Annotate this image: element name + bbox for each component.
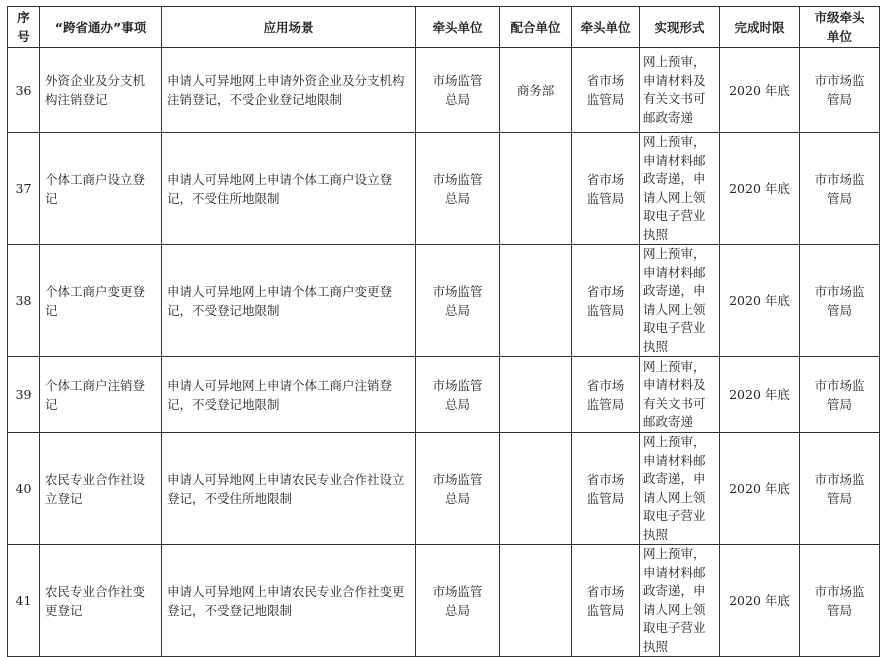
header-lead-unit: 牵头单位 (416, 7, 500, 48)
cell-deadline: 2020 年底 (720, 133, 800, 245)
cell-coop-unit (500, 433, 572, 545)
table-row (8, 433, 880, 545)
cell-seq: 38 (8, 245, 40, 357)
cell-deadline: 2020 年底 (720, 245, 800, 357)
cell-prov-lead-unit: 省市场监管局 (572, 245, 640, 357)
table-row (8, 133, 880, 245)
cell-prov-lead-unit: 省市场监管局 (572, 357, 640, 433)
cell-coop-unit (500, 245, 572, 357)
cell-city-lead-unit: 市市场监管局 (800, 433, 880, 545)
header-deadline: 完成时限 (720, 7, 800, 48)
cell-prov-lead-unit: 省市场监管局 (572, 433, 640, 545)
cell-scenario: 申请人可异地网上申请外资企业及分支机构注销登记，不受企业登记地限制 (162, 48, 416, 133)
cell-coop-unit (500, 545, 572, 657)
cell-deadline: 2020 年底 (720, 545, 800, 657)
cell-item: 个体工商户注销登记 (40, 357, 162, 433)
cell-prov-lead-unit: 省市场监管局 (572, 133, 640, 245)
cell-city-lead-unit: 市市场监管局 (800, 48, 880, 133)
cell-implementation: 网上预审，申请材料邮政寄递，申请人网上领取电子营业执照 (640, 133, 720, 245)
cell-lead-unit: 市场监管总局 (416, 545, 500, 657)
cell-scenario: 申请人可异地网上申请农民专业合作社变更登记，不受登记地限制 (162, 545, 416, 657)
table-row (8, 48, 880, 133)
cell-implementation: 网上预审，申请材料及有关文书可邮政寄递 (640, 48, 720, 133)
cell-scenario: 申请人可异地网上申请个体工商户设立登记，不受住所地限制 (162, 133, 416, 245)
header-implementation: 实现形式 (640, 7, 720, 48)
cell-city-lead-unit: 市市场监管局 (800, 245, 880, 357)
table-row (8, 245, 880, 357)
cell-coop-unit: 商务部 (500, 48, 572, 133)
cell-coop-unit (500, 357, 572, 433)
cell-implementation: 网上预审，申请材料邮政寄递，申请人网上领取电子营业执照 (640, 245, 720, 357)
cell-lead-unit: 市场监管总局 (416, 133, 500, 245)
cell-deadline: 2020 年底 (720, 48, 800, 133)
cell-lead-unit: 市场监管总局 (416, 245, 500, 357)
cell-scenario: 申请人可异地网上申请个体工商户注销登记，不受登记地限制 (162, 357, 416, 433)
cell-lead-unit: 市场监管总局 (416, 357, 500, 433)
cell-item: 农民专业合作社设立登记 (40, 433, 162, 545)
cell-deadline: 2020 年底 (720, 433, 800, 545)
cell-seq: 36 (8, 48, 40, 133)
header-scenario: 应用场景 (162, 7, 416, 48)
header-seq: 序号 (8, 7, 40, 48)
cross-province-services-table (7, 6, 880, 657)
header-coop-unit: 配合单位 (500, 7, 572, 48)
table-header-row (8, 7, 880, 48)
header-item: “跨省通办”事项 (40, 7, 162, 48)
cell-seq: 40 (8, 433, 40, 545)
cell-deadline: 2020 年底 (720, 357, 800, 433)
cell-city-lead-unit: 市市场监管局 (800, 545, 880, 657)
cell-scenario: 申请人可异地网上申请个体工商户变更登记，不受登记地限制 (162, 245, 416, 357)
cell-scenario: 申请人可异地网上申请农民专业合作社设立登记，不受住所地限制 (162, 433, 416, 545)
cell-item: 个体工商户设立登记 (40, 133, 162, 245)
table-row (8, 545, 880, 657)
cell-item: 个体工商户变更登记 (40, 245, 162, 357)
cell-seq: 41 (8, 545, 40, 657)
cell-seq: 37 (8, 133, 40, 245)
cell-prov-lead-unit: 省市场监管局 (572, 545, 640, 657)
header-city-lead-unit: 市级牵头单位 (800, 7, 880, 48)
cell-city-lead-unit: 市市场监管局 (800, 357, 880, 433)
cell-implementation: 网上预审，申请材料邮政寄递，申请人网上领取电子营业执照 (640, 545, 720, 657)
cell-seq: 39 (8, 357, 40, 433)
cell-lead-unit: 市场监管总局 (416, 48, 500, 133)
cell-prov-lead-unit: 省市场监管局 (572, 48, 640, 133)
cell-city-lead-unit: 市市场监管局 (800, 133, 880, 245)
table-row (8, 357, 880, 433)
header-prov-lead-unit: 牵头单位 (572, 7, 640, 48)
cell-coop-unit (500, 133, 572, 245)
cell-lead-unit: 市场监管总局 (416, 433, 500, 545)
cell-implementation: 网上预审，申请材料及有关文书可邮政寄递 (640, 357, 720, 433)
document-page (7, 6, 880, 657)
cell-item: 农民专业合作社变更登记 (40, 545, 162, 657)
cell-implementation: 网上预审，申请材料邮政寄递，申请人网上领取电子营业执照 (640, 433, 720, 545)
cell-item: 外资企业及分支机构注销登记 (40, 48, 162, 133)
